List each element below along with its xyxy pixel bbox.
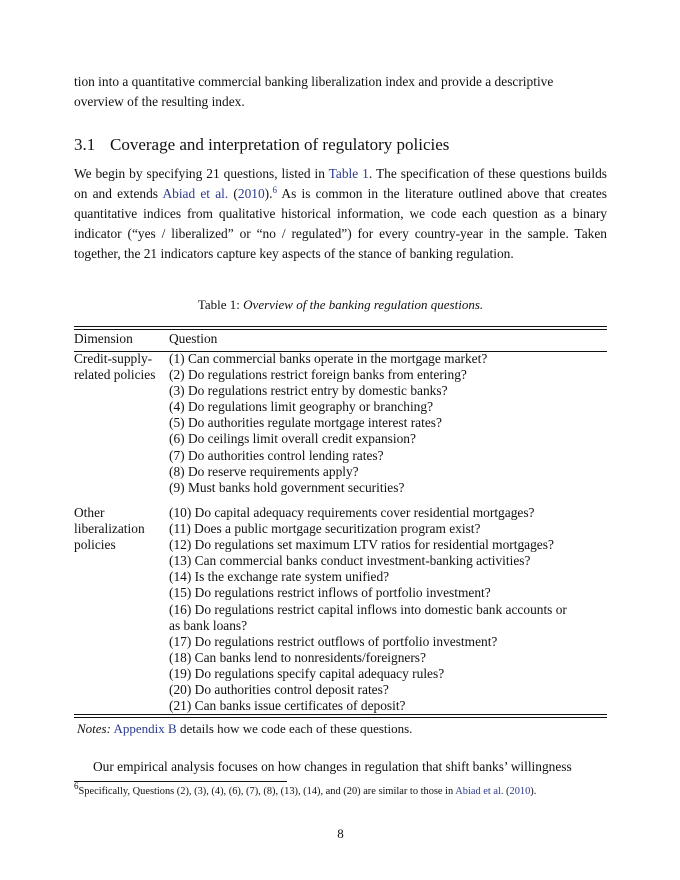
question-item: (1) Can commercial banks operate in the mortgage market? [169,351,488,366]
footnote-paren: ). [530,786,537,797]
question-item: (21) Can banks issue certificates of deposit? [169,698,406,714]
section-number: 3.1 [74,135,96,154]
table-notes [77,720,412,738]
dimension-line: liberalization [74,521,145,537]
abiad-year-link[interactable]: 2010 [237,186,265,201]
table-top-rule-2 [74,329,607,330]
question-item: (9) Must banks hold government securities? [169,479,405,495]
question-item: (2) Do regulations restrict foreign banks from entering? [169,367,467,383]
dimension-cell [74,505,169,553]
dimension-line: Other [74,505,105,520]
footnote-paren: ( [503,786,510,797]
dimension-line: Credit-supply- [74,351,153,366]
question-item: (18) Can banks lend to nonresidents/foreigners? [169,649,426,665]
question-item: (3) Do regulations restrict entry by domestic banks? [169,383,448,399]
question-item: as bank loans? [169,617,248,633]
header-dimension: Dimension [74,331,133,346]
body-text: As is common in the literature outlined above that creates quantitative indices from qualitative historical information, we code each question as a binary indicator (“yes / liberalized” or “no / regulated”) for every country-year in the sample. Taken together, the 21 indicators capture key aspects of the stance of banking regulation. [74,186,607,261]
table-1-link[interactable]: Table 1 [328,166,369,181]
header-question: Question [169,331,218,346]
table-bottom-rule-2 [74,717,607,718]
dimension-line: related policies [74,367,156,383]
footnote-year-link[interactable]: 2010 [509,786,531,797]
question-cell [169,351,609,496]
dimension-cell [74,351,169,383]
footnote-abiad-link[interactable]: Abiad et al. [455,786,504,797]
following-paragraph [74,757,607,777]
question-item: (7) Do authorities control lending rates? [169,447,384,463]
body-text: We begin by specifying 21 questions, listed in [74,166,329,181]
question-item: (15) Do regulations restrict inflows of portfolio investment? [169,585,491,601]
body-text: ( [228,186,238,201]
question-item: (6) Do ceilings limit overall credit expansion? [169,431,416,447]
question-item: (14) Is the exchange rate system unified? [169,569,390,585]
dimension-line: policies [74,537,116,553]
question-item: (19) Do regulations specify capital adequacy rules? [169,665,445,681]
question-item: (4) Do regulations limit geography or branching? [169,399,434,415]
section-heading [74,134,449,156]
question-cell [169,505,609,714]
appendix-b-link[interactable]: Appendix B [113,721,177,736]
question-item: (10) Do capital adequacy requirements cover residential mortgages? [169,505,535,520]
section-title: Coverage and interpretation of regulatory policies [110,135,450,154]
table-top-rule [74,326,607,327]
footnote-text: Specifically, Questions (2), (3), (4), (6), (7), (8), (13), (14), and (20) are similar to those in [78,786,456,797]
abiad-citation-link[interactable]: Abiad et al. [162,186,229,201]
intro-line-1: tion into a quantitative commercial banking liberalization index and provide a descriptive [74,74,554,89]
footnote-rule [74,781,287,782]
table-caption-text: Overview of the banking regulation questions. [243,297,484,312]
question-item: (17) Do regulations restrict outflows of portfolio investment? [169,633,498,649]
body-text: . The specification of these questions builds on and extends [74,166,607,201]
notes-label: Notes: [77,721,111,736]
footnote-6-marker[interactable]: 6 [272,185,277,195]
question-item: (12) Do regulations set maximum LTV ratios for residential mortgages? [169,537,554,553]
question-item: (11) Does a public mortgage securitization program exist? [169,521,481,537]
table-bottom-rule [74,714,607,715]
page-number: 8 [337,826,344,841]
intro-paragraph [74,72,607,112]
question-item: (20) Do authorities control deposit rates? [169,682,389,698]
notes-text: details how we code each of these questions. [176,721,413,736]
footnote-6 [74,781,614,799]
question-item: (13) Can commercial banks conduct investment-banking activities? [169,553,531,569]
body-paragraph [74,164,607,264]
body-text: ). [264,186,273,201]
question-item: (16) Do regulations restrict capital inflows into domestic bank accounts or [169,601,567,617]
table-caption [74,296,607,314]
following-line: Our empirical analysis focuses on how changes in regulation that shift banks’ willingness [93,759,572,774]
question-item: (8) Do reserve requirements apply? [169,463,359,479]
footnote-mark: 6 [74,781,79,791]
table-caption-label: Table 1: [197,297,244,312]
intro-line-2: overview of the resulting index. [74,94,245,109]
question-item: (5) Do authorities regulate mortgage interest rates? [169,415,442,431]
